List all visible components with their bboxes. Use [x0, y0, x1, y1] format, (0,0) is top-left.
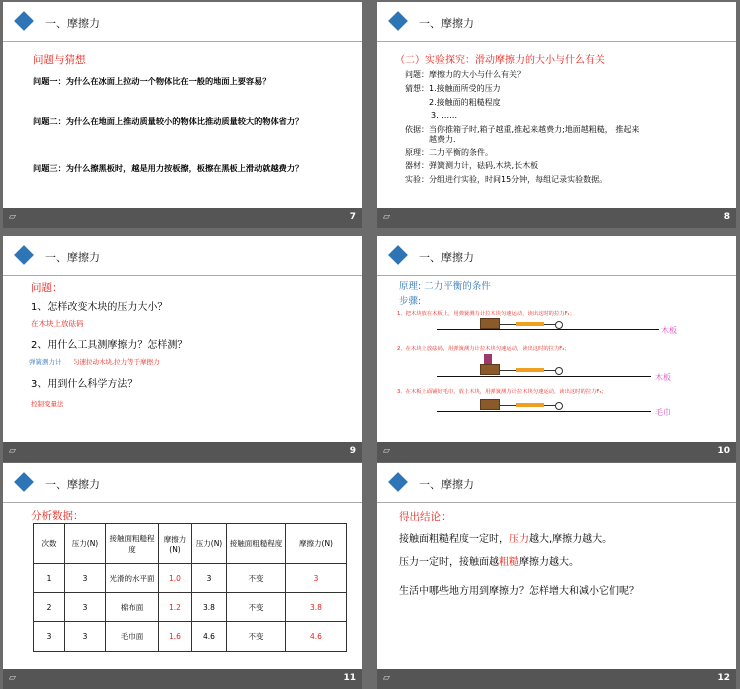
slide-icon: ▱ — [9, 212, 16, 222]
weight-mass — [484, 354, 492, 364]
cell: 1.6 — [159, 622, 192, 652]
cell: 3 — [65, 564, 106, 593]
header-cell: 接触面粗糙程度 — [227, 524, 286, 564]
answer-3: 控制变量法 — [31, 400, 64, 408]
hook-ring — [555, 321, 563, 329]
board-label: 木板 — [655, 373, 671, 382]
answer-1: 在木块上放砝码 — [31, 319, 84, 328]
slide-icon: ▱ — [383, 673, 390, 683]
diamond-icon — [388, 472, 408, 492]
conclusion-2-part-a: 压力一定时，接触面越 — [399, 557, 499, 568]
slide-icon: ▱ — [9, 673, 16, 683]
cell: 光滑的水平面 — [106, 564, 159, 593]
step-1-text: 1、把木块放在木板上，用弹簧测力计拉木块匀速运动，读出这时的拉力F₁； — [397, 311, 576, 317]
diamond-icon — [388, 11, 408, 31]
steps-label: 步骤: — [399, 296, 422, 307]
cell: 不变 — [227, 593, 286, 622]
experiment-text: 实验：分组进行实验，时间15分钟，每组记录实验数据。 — [405, 175, 608, 184]
slide-title: 一、摩擦力 — [45, 478, 100, 491]
slide-12[interactable] — [377, 463, 736, 689]
slide-footer — [377, 442, 736, 462]
guess-1: 1.接触面所受的压力 — [429, 84, 501, 93]
conclusion-1-part-a: 接触面粗糙程度一定时， — [399, 534, 509, 545]
conclusion-2 — [399, 553, 579, 568]
slide-icon: ▱ — [383, 446, 390, 456]
pull-rod — [500, 324, 516, 325]
cell: 2 — [34, 593, 65, 622]
conclusion-2-highlight: 粗糙 — [499, 557, 519, 568]
header-cell: 接触面粗糙程度 — [106, 524, 159, 564]
slide-header — [3, 463, 362, 503]
table-header-row — [34, 524, 347, 564]
cell: 3.8 — [286, 593, 347, 622]
question-3: 问题三：为什么擦黑板时，越是用力按板擦，板擦在黑板上滑动就越费力？ — [33, 163, 304, 173]
board-line — [437, 329, 659, 330]
cell: 3 — [286, 564, 347, 593]
header-cell: 摩擦力(N) — [159, 524, 192, 564]
spring-scale — [516, 322, 544, 326]
spring-scale — [516, 368, 544, 372]
question-2: 2、用什么工具测摩擦力？怎样测？ — [31, 340, 188, 351]
header-cell: 压力(N) — [65, 524, 106, 564]
slide-footer — [377, 669, 736, 689]
cell: 3 — [192, 564, 227, 593]
diamond-icon — [388, 245, 408, 265]
guess-2: 2.接触面的粗糙程度 — [429, 98, 501, 107]
slide-header — [3, 236, 362, 276]
section-heading: 得出结论： — [399, 511, 452, 523]
data-table — [33, 523, 347, 652]
spring-scale — [516, 403, 544, 407]
step-3-text: 3、在木板上面铺好毛巾，放上木块，用弹簧测力计拉木块匀速运动，读出这时的拉力F₃； — [397, 389, 607, 395]
cell: 毛巾面 — [106, 622, 159, 652]
cell: 1 — [34, 564, 65, 593]
cell: 4.6 — [192, 622, 227, 652]
answer-2a: 弹簧测力计 — [29, 358, 62, 366]
header-cell: 压力(N) — [192, 524, 227, 564]
header-divider — [3, 41, 362, 42]
conclusion-1-part-c: 越大,摩擦力越大。 — [529, 534, 613, 545]
closing-question: 生活中哪些地方用到摩擦力？怎样增大和减小它们呢？ — [399, 586, 639, 597]
page-number: 12 — [717, 673, 730, 683]
towel-label: 毛巾 — [655, 408, 671, 417]
slide-footer — [3, 442, 362, 462]
pull-rod — [500, 405, 516, 406]
section-heading: 分析数据： — [31, 510, 84, 522]
question-3: 3、用到什么科学方法？ — [31, 379, 138, 390]
slide-footer — [377, 208, 736, 228]
cell: 3 — [65, 593, 106, 622]
header-divider — [377, 41, 736, 42]
slide-title: 一、摩擦力 — [419, 251, 474, 264]
diamond-icon — [14, 11, 34, 31]
cell: 3.8 — [192, 593, 227, 622]
header-divider — [3, 275, 362, 276]
page-number: 9 — [349, 446, 356, 456]
cell: 1.0 — [159, 564, 192, 593]
diamond-icon — [14, 245, 34, 265]
slide-8[interactable] — [377, 2, 736, 228]
board-line — [437, 376, 651, 377]
cell: 不变 — [227, 564, 286, 593]
principle-text: 原理: 二力平衡的条件 — [399, 281, 491, 292]
wood-block — [480, 399, 500, 410]
table-row — [34, 564, 347, 593]
header-divider — [377, 502, 736, 503]
slide-header — [3, 2, 362, 42]
equipment-text: 器材：弹簧测力计，砝码,木块,长木板 — [405, 161, 539, 170]
conclusion-1 — [399, 530, 612, 545]
slide-title: 一、摩擦力 — [419, 17, 474, 30]
table-row — [34, 593, 347, 622]
hook-ring — [555, 402, 563, 410]
page-number: 7 — [349, 212, 356, 222]
guess-3: 3. …… — [431, 111, 458, 120]
header-divider — [377, 275, 736, 276]
conclusion-1-highlight: 压力 — [509, 534, 529, 545]
slide-icon: ▱ — [383, 212, 390, 222]
header-cell: 摩擦力(N) — [286, 524, 347, 564]
question-text: 问题：摩擦力的大小与什么有关？ — [405, 70, 525, 79]
header-divider — [3, 502, 362, 503]
slide-10[interactable] — [377, 236, 736, 462]
cell: 3 — [65, 622, 106, 652]
step-2-text: 2、在木块上放砝码，用弹簧测力计拉木块匀速运动，读出这时的拉力F₂； — [397, 346, 570, 352]
pull-rod — [500, 370, 516, 371]
slide-header — [377, 236, 736, 276]
wood-block — [480, 364, 500, 375]
page-number: 11 — [343, 673, 356, 683]
section-heading: （二）实验探究：滑动摩擦力的大小与什么有关 — [395, 55, 605, 66]
cell: 4.6 — [286, 622, 347, 652]
slide-title: 一、摩擦力 — [419, 478, 474, 491]
slide-footer — [3, 669, 362, 689]
table-row — [34, 622, 347, 652]
slide-9[interactable] — [3, 236, 362, 462]
slide-title: 一、摩擦力 — [45, 17, 100, 30]
section-heading: 问题： — [31, 282, 63, 294]
slide-footer — [3, 208, 362, 228]
header-cell: 次数 — [34, 524, 65, 564]
section-heading: 问题与猜想 — [33, 54, 86, 66]
guess-label: 猜想： — [405, 84, 429, 93]
conclusion-2-part-c: 摩擦力越大。 — [519, 557, 579, 568]
basis-line-2: 越费力. — [429, 135, 456, 144]
cell: 棉布面 — [106, 593, 159, 622]
question-2: 问题二：为什么在地面上推动质量较小的物体比推动质量较大的物体省力？ — [33, 116, 304, 126]
diamond-icon — [14, 472, 34, 492]
slide-title: 一、摩擦力 — [45, 251, 100, 264]
slide-11[interactable] — [3, 463, 362, 689]
cell: 3 — [34, 622, 65, 652]
question-1: 1、怎样改变木块的压力大小？ — [31, 302, 168, 313]
slide-icon: ▱ — [9, 446, 16, 456]
wood-block — [480, 318, 500, 329]
answer-2b: 匀速拉动木块,拉力等于摩擦力 — [73, 358, 160, 366]
principle-text: 原理：二力平衡的条件。 — [405, 148, 493, 157]
basis-line-1: 依据：当你推箱子时,箱子越重,推起来越费力;地面越粗糙， 推起来 — [405, 125, 640, 134]
board-label: 木板 — [661, 326, 677, 335]
cell: 1.2 — [159, 593, 192, 622]
slide-header — [377, 463, 736, 503]
page-number: 10 — [717, 446, 730, 456]
hook-ring — [555, 367, 563, 375]
slide-header — [377, 2, 736, 42]
slide-7[interactable] — [3, 2, 362, 228]
question-1: 问题一：为什么在冰面上拉动一个物体比在一般的地面上要容易？ — [33, 76, 271, 86]
page-number: 8 — [723, 212, 730, 222]
towel-line — [437, 411, 651, 412]
cell: 不变 — [227, 622, 286, 652]
